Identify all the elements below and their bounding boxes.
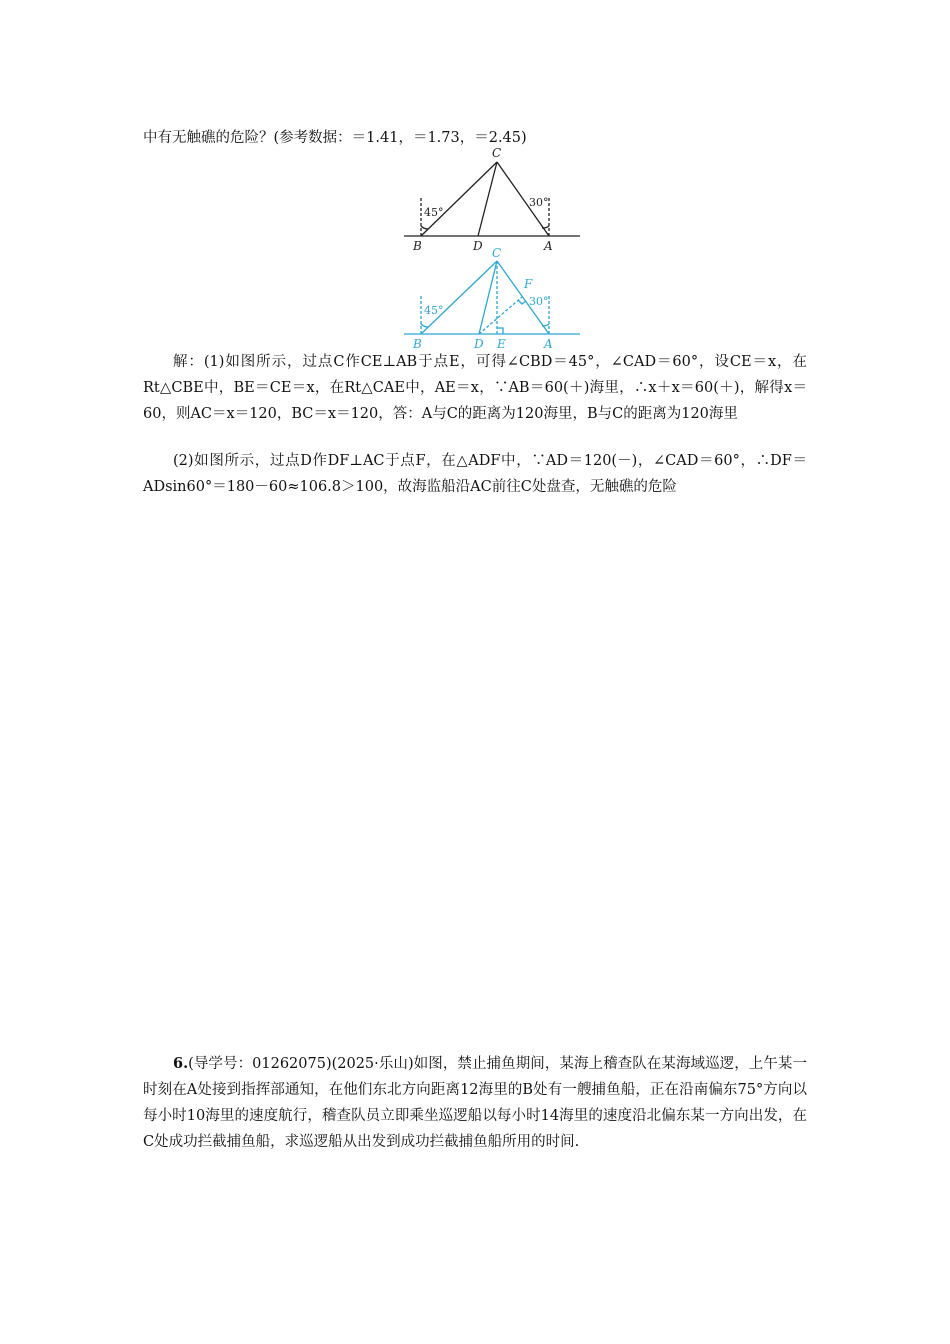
fig2-label-a: A bbox=[544, 337, 553, 351]
figure-1 bbox=[400, 142, 590, 254]
fig1-angle-30: 30° bbox=[529, 196, 549, 209]
problem-6 bbox=[143, 1051, 807, 1155]
fig1-label-b: B bbox=[413, 239, 422, 253]
problem-6-source: (导学号：01262075)(2025·乐山) bbox=[188, 1056, 414, 1072]
fig2-label-d: D bbox=[474, 337, 484, 351]
fig2-arc-b bbox=[421, 324, 428, 327]
figure-2 bbox=[400, 244, 590, 356]
fig1-side-dc bbox=[478, 162, 497, 236]
fig2-label-f: F bbox=[524, 277, 533, 291]
fig1-arc-b bbox=[421, 226, 428, 229]
fig2-side-dc bbox=[479, 261, 497, 334]
fig2-label-e: E bbox=[497, 337, 506, 351]
fig2-side-bc bbox=[421, 261, 497, 334]
fig2-label-c: C bbox=[492, 246, 502, 260]
problem-6-text: 如图，禁止捕鱼期间，某海上稽查队在某海域巡逻，上午某一时刻在A处接到指挥部通知，在他们东北方向距离12海里的B处有一艘捕鱼船，正在沿南偏东75°方向以每小时10海里的速度航行，稽查队员立即乘坐巡逻船以每小时14海里的速度沿北偏东某一方向出发，在C处成功拦截捕鱼船，求巡逻船从出发到成功拦截捕鱼船所用的时间. bbox=[143, 1056, 807, 1150]
fig1-label-a: A bbox=[544, 239, 553, 253]
solution-part-2: (2)如图所示，过点D作DF⊥AC于点F，在△ADF中，∵AD＝120(－)，∠CAD＝60°，∴DF＝ADsin60°＝180－60≈106.8＞100，故海监船沿AC前往C处盘查，无触礁的危险 bbox=[143, 453, 807, 495]
fig1-angle-45: 45° bbox=[424, 206, 444, 219]
fig1-label-d: D bbox=[473, 239, 483, 253]
fig2-label-b: B bbox=[413, 337, 422, 351]
solution-part-1: 解：(1)如图所示，过点C作CE⊥AB于点E，可得∠CBD＝45°，∠CAD＝60°，设CE＝x，在Rt△CBE中，BE＝CE＝x，在Rt△CAE中，AE＝x，∵AB＝60(＋)海里，∴x＋x＝60(＋)，解得x＝60，则AC＝x＝120，BC＝x＝120，答：A与C的距离为120海里，B与C的距离为120海里 bbox=[143, 354, 807, 422]
intro-line: 中有无触礁的危险？(参考数据：＝1.41，＝1.73，＝2.45) bbox=[143, 130, 527, 146]
fig2-angle-45: 45° bbox=[424, 304, 444, 317]
fig2-angle-30: 30° bbox=[529, 295, 549, 308]
fig1-side-bc bbox=[421, 162, 497, 236]
fig1-label-c: C bbox=[492, 146, 502, 160]
problem-6-number: 6. bbox=[173, 1055, 189, 1072]
fig2-right-angle-e bbox=[497, 328, 503, 334]
